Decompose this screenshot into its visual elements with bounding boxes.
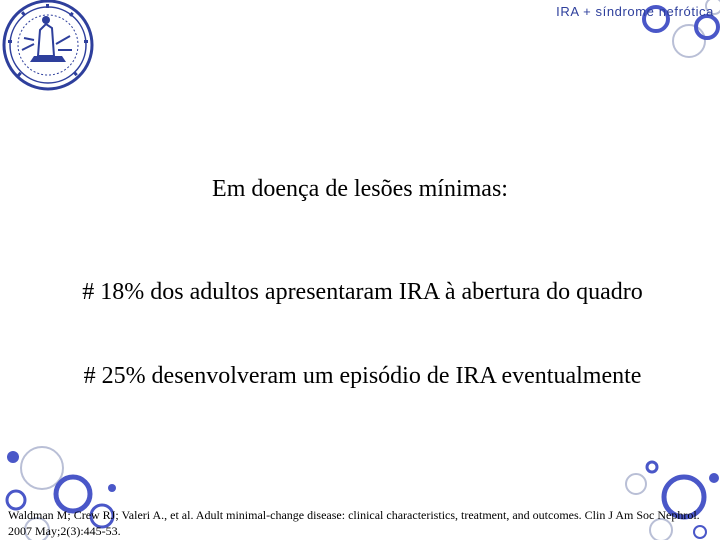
slide-header-title: IRA + síndrome nefrótica — [556, 4, 714, 19]
bullet-point: # 18% dos adultos apresentaram IRA à abertura do quadro — [82, 279, 643, 305]
university-seal-icon — [0, 0, 100, 96]
reference-citation: Waldman M; Crew RJ; Valeri A., et al. Adult minimal-change disease: clinical characteristics, treatment, and outcomes. Clin J Am Soc Nephrol. 2007 May;2(3):445-53. — [8, 508, 700, 538]
bullet-point: # 25% desenvolveram um episódio de IRA eventualmente — [83, 363, 642, 389]
slide-subtitle: Em doença de lesões mínimas: — [212, 176, 508, 202]
